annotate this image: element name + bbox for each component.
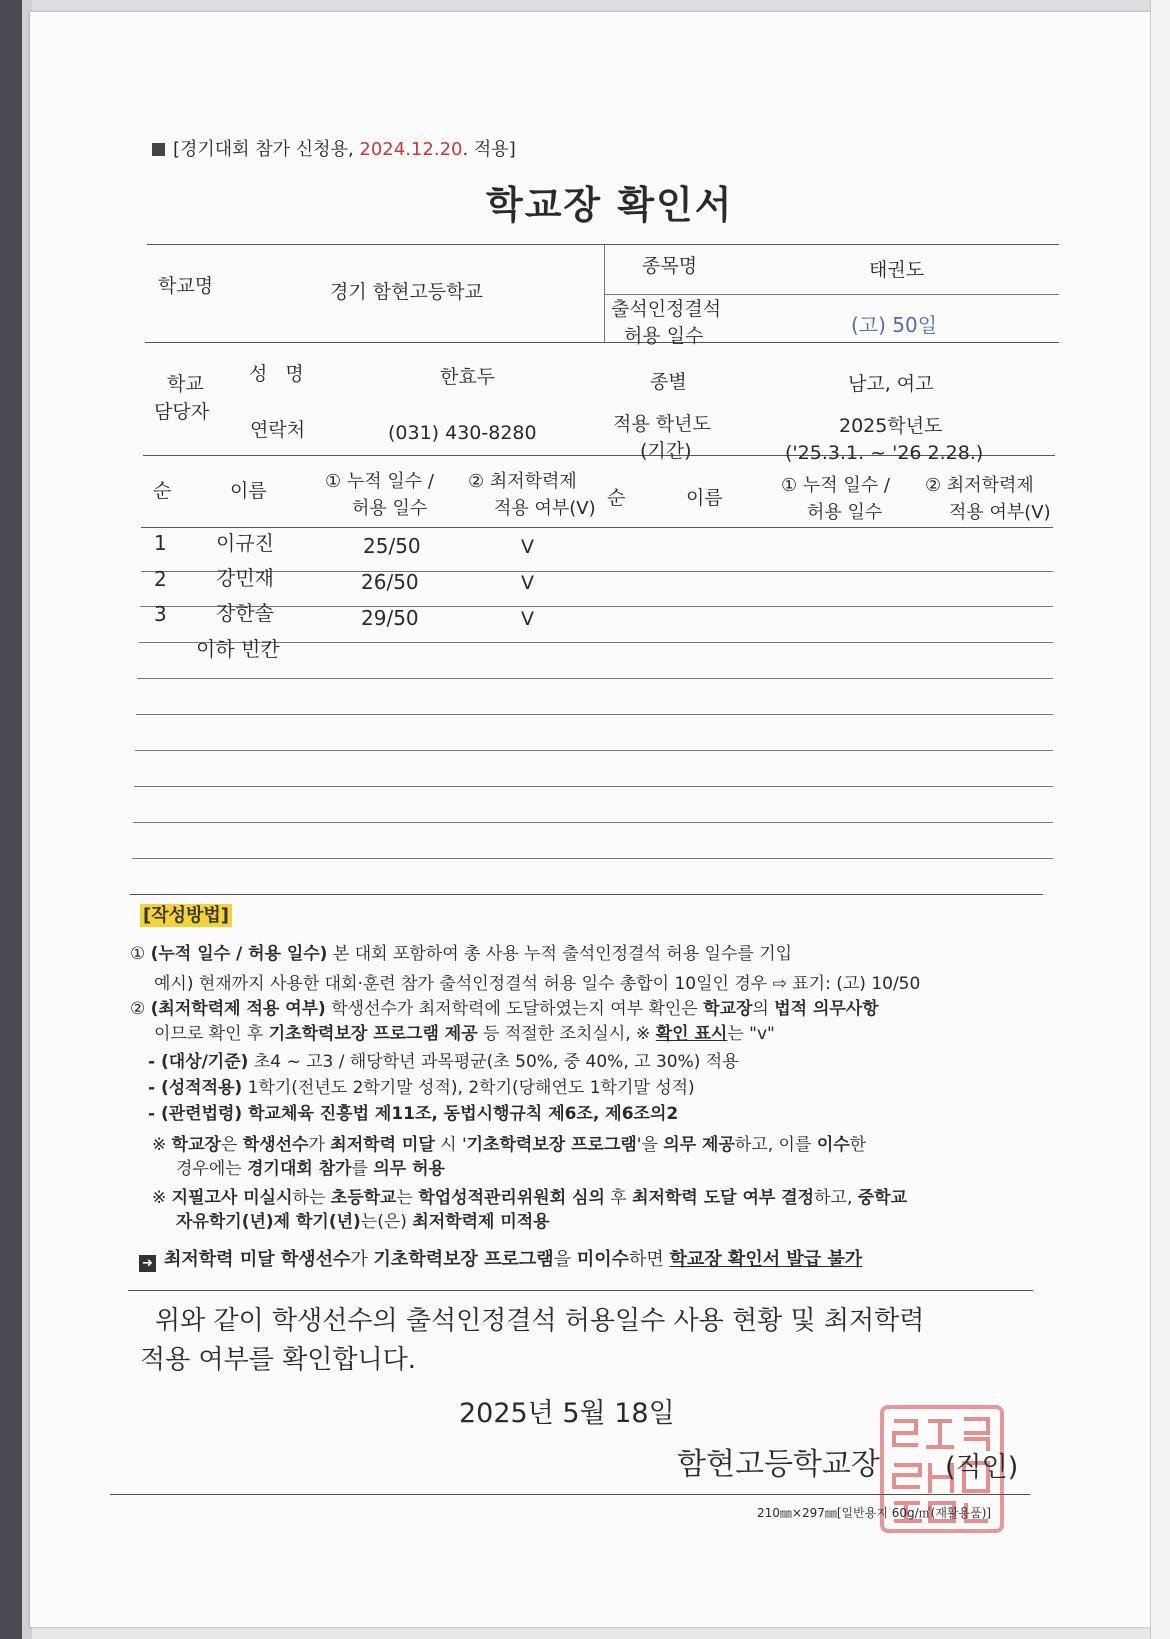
year-label-line2: (기간) (640, 440, 692, 462)
table-top-border (147, 244, 1059, 245)
absence-value: (고) 50일 (851, 313, 938, 337)
instruction-sub-target: - (대상/기준) 초4 ~ 고3 / 해당학년 과목평균(초 50%, 중 40%, 고 30%) 적용 (148, 1052, 739, 1072)
instruction-sub-law: - (관련법령) 학교체육 진흥법 제11조, 동법시행규칙 제6조, 제6조의2 (148, 1104, 679, 1124)
instructions-heading: [작성방법] (140, 906, 232, 927)
row-divider (132, 858, 1053, 859)
col-header-minimum-line2: 적용 여부(V) (494, 498, 596, 519)
absence-label-line2: 허용 일수 (624, 325, 704, 347)
sport-value: 태권도 (869, 259, 925, 281)
col-header-days-line2: 허용 일수 (352, 498, 428, 519)
absence-label-line1: 출석인정결석 (611, 298, 722, 320)
type-value: 남고, 여고 (848, 373, 934, 395)
row1-check: V (521, 536, 534, 558)
instruction-item-1: ① (누적 일수 / 허용 일수) 본 대회 포함하여 총 사용 누적 출석인정결석 허용 일수를 기입 (130, 944, 793, 964)
instruction-note-1: ※ 학교장은 학생선수가 최저학력 미달 시 '기초학력보장 프로그램'을 의무 제공하고, 이를 이수한 (152, 1135, 867, 1155)
col-header-days-line1: ① 누적 일수 / (325, 471, 434, 492)
signer-name: 함현고등학교장 (677, 1447, 880, 1482)
scan-edge-right (1150, 0, 1170, 1639)
row-divider (141, 571, 1053, 572)
confirmation-line2: 적용 여부를 확인합니다. (140, 1345, 416, 1375)
divider (605, 294, 1059, 295)
row-divider (136, 714, 1053, 715)
scan-edge-left (0, 0, 22, 1639)
contact-value: (031) 430-8280 (388, 422, 537, 444)
instruction-item-2-line2: 이므로 확인 후 기초학력보장 프로그램 제공 등 적절한 조치실시, ※ 확인 표시는 "v" (154, 1024, 775, 1044)
row2-name: 강민재 (216, 566, 274, 590)
seal-note: (직인) (945, 1452, 1019, 1483)
name-value: 한효두 (440, 366, 496, 388)
usage-note: [경기대회 참가 신청용, 2024.12.20. 적용] (152, 140, 516, 161)
page-title: 학교장 확인서 (486, 183, 734, 227)
row3-days: 29/50 (361, 606, 419, 630)
row-divider (135, 750, 1053, 751)
year-value-line1: 2025학년도 (839, 415, 943, 437)
table-bottom-border (130, 894, 1043, 895)
row-divider (133, 822, 1053, 823)
confirmation-date: 2025년 5월 18일 (459, 1398, 675, 1429)
col-header-name: 이름 (230, 480, 267, 502)
row1-days: 25/50 (363, 534, 421, 558)
row2-check: V (521, 572, 534, 594)
column-divider (604, 244, 605, 342)
school-value: 경기 함현고등학교 (330, 281, 483, 303)
usage-date: 2024.12.20 (359, 139, 463, 160)
manager-label-line2: 담당자 (154, 401, 210, 423)
row1-no: 1 (154, 531, 167, 555)
row-divider (140, 606, 1053, 607)
instruction-note-1-line2: 경우에는 경기대회 참가를 의무 허용 (176, 1159, 445, 1179)
divider (145, 342, 1059, 343)
divider (141, 527, 1053, 528)
col-header-minimum-line1: ② 최저학력제 (468, 471, 577, 492)
row3-check: V (521, 608, 534, 630)
paper-spec: 210㎜×297㎜[일반용지 60g/㎡(재활용품)] (757, 1506, 992, 1520)
col-header-minimum-right-line1: ② 최저학력제 (925, 475, 1034, 496)
arrow-box-icon: ➜ (139, 1255, 156, 1272)
manager-label-line1: 학교 (167, 373, 204, 395)
row3-no: 3 (154, 602, 167, 626)
confirmation-line1: 위와 같이 학생선수의 출석인정결석 허용일수 사용 현황 및 최저학력 (155, 1306, 925, 1336)
row2-days: 26/50 (361, 570, 419, 594)
year-label-line1: 적용 학년도 (613, 413, 711, 435)
row-divider (134, 786, 1053, 787)
section-divider (128, 1290, 1033, 1291)
row-divider (137, 678, 1053, 679)
col-header-no: 순 (153, 480, 172, 502)
name-label: 성 명 (249, 363, 310, 385)
instruction-item-2: ② (최저학력제 적용 여부) 학생선수가 최저학력에 도달하였는지 여부 확인은 학교장의 법적 의무사항 (130, 999, 879, 1019)
col-header-name-right: 이름 (686, 487, 723, 509)
col-header-days-right-line1: ① 누적 일수 / (781, 475, 890, 496)
school-label: 학교명 (158, 275, 214, 297)
row3-name: 장한솔 (216, 601, 274, 625)
instruction-sub-grades: - (성적적용) 1학기(전년도 2학기말 성적), 2학기(당해연도 1학기말 성적) (148, 1078, 695, 1098)
type-label: 종별 (650, 371, 687, 393)
instruction-note-2-line2: 자유학기(년)제 학기(년)는(은) 최저학력제 미적용 (176, 1212, 550, 1232)
instruction-note-2: ※ 지필고사 미실시하는 초등학교는 학업성적관리위원회 심의 후 최저학력 도달 여부 결정하고, 중학교 (152, 1188, 908, 1208)
square-bullet-icon (152, 143, 165, 156)
col-header-minimum-right-line2: 적용 여부(V) (949, 502, 1051, 523)
footer-divider (110, 1494, 1030, 1495)
document-page (30, 12, 1150, 1627)
col-header-no-right: 순 (607, 487, 626, 509)
row1-name: 이규진 (216, 531, 274, 555)
year-value-line2: ('25.3.1. ~ '26 2.28.) (785, 442, 984, 464)
row2-no: 2 (154, 567, 167, 591)
sport-label: 종목명 (642, 255, 698, 277)
instruction-item-1-example: 예시) 현재까지 사용한 대회·훈련 참가 출석인정결석 허용 일수 총합이 10일인 경우 ⇨ 표기: (고) 10/50 (154, 974, 921, 994)
col-header-days-right-line2: 허용 일수 (807, 502, 883, 523)
blank-note: 이하 빈칸 (196, 637, 280, 661)
warning-line: ➜ 최저학력 미달 학생선수가 기초학력보장 프로그램을 미이수하면 학교장 확인서 발급 불가 (139, 1250, 862, 1272)
contact-label: 연락처 (250, 419, 306, 441)
